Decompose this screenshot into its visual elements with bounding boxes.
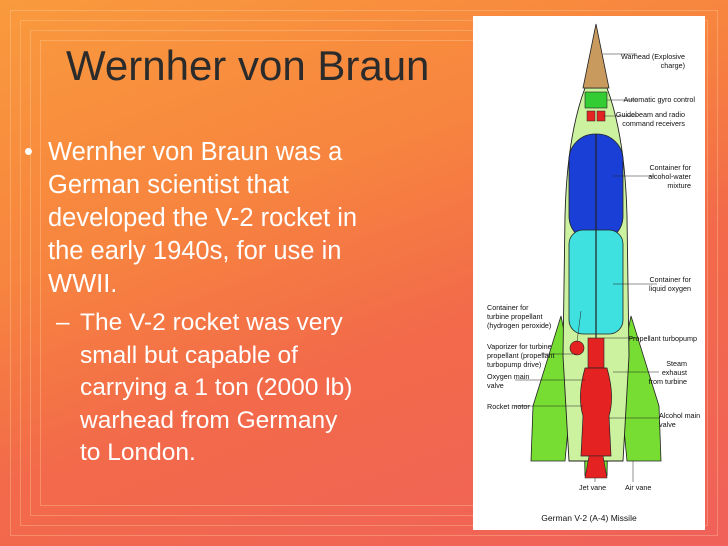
gyro-compartment — [585, 92, 607, 108]
label-oxygen-valve: valve — [487, 381, 504, 390]
label-warhead: charge) — [660, 61, 685, 70]
label-alcohol-tank: mixture — [667, 181, 691, 190]
v2-diagram — [473, 16, 705, 530]
dash-icon: – — [56, 309, 70, 336]
rocket-motor — [580, 368, 611, 456]
exhaust — [585, 456, 607, 478]
bullet-item — [24, 136, 364, 301]
sub-bullet-item — [24, 307, 364, 470]
label-guidebeam: command receivers — [622, 119, 685, 128]
bullet-icon: • — [24, 138, 33, 166]
label-turbopump: Propellant turbopump — [628, 334, 697, 343]
label-alcohol-tank: alcohol-water — [648, 172, 691, 181]
slide-title: Wernher von Braun — [66, 42, 430, 89]
label-steam-exhaust: exhaust — [661, 368, 687, 377]
slide-body — [24, 136, 364, 470]
label-steam-exhaust: Steam — [666, 359, 687, 368]
label-turbine-propellant: (hydrogen peroxide) — [487, 321, 552, 330]
label-jet-vane: Jet vane — [579, 483, 607, 492]
label-vaporizer: Vaporizer for turbine — [487, 342, 552, 351]
receiver-box — [587, 111, 595, 121]
label-alcohol-valve: Alcohol main — [659, 411, 701, 420]
label-alcohol-tank: Container for — [649, 163, 691, 172]
label-air-vane: Air vane — [625, 483, 652, 492]
sub-bullet-text: The V-2 rocket was very small but capable of carrying a 1 ton (2000 lb) warhead from Germany to London. — [80, 309, 353, 466]
figure-caption: German V-2 (A-4) Missile — [541, 513, 637, 523]
label-turbine-propellant: Container for — [487, 303, 529, 312]
v2-diagram-svg — [473, 16, 705, 530]
bullet-text: Wernher von Braun was a German scientist that developed the V-2 rocket in the early 1940s, for use in WWII. — [48, 138, 358, 298]
turbopump — [588, 338, 604, 368]
label-turbine-propellant: turbine propellant — [487, 312, 543, 321]
label-steam-exhaust: from turbine — [648, 377, 687, 386]
warhead — [583, 24, 609, 88]
label-gyro: Automatic gyro control — [623, 95, 695, 104]
label-rocket-motor: Rocket motor — [487, 402, 530, 411]
label-guidebeam: Guidebeam and radio — [615, 110, 685, 119]
label-oxygen-tank: Container for — [649, 275, 691, 284]
label-vaporizer: turbopump drive) — [487, 360, 542, 369]
label-alcohol-valve: valve — [659, 420, 676, 429]
turbine-tank — [570, 341, 584, 355]
label-warhead: Warhead (Explosive — [620, 52, 685, 61]
label-vaporizer: propellant (propellant — [487, 351, 555, 360]
label-oxygen-valve: Oxygen main — [487, 372, 530, 381]
label-oxygen-tank: liquid oxygen — [649, 284, 691, 293]
